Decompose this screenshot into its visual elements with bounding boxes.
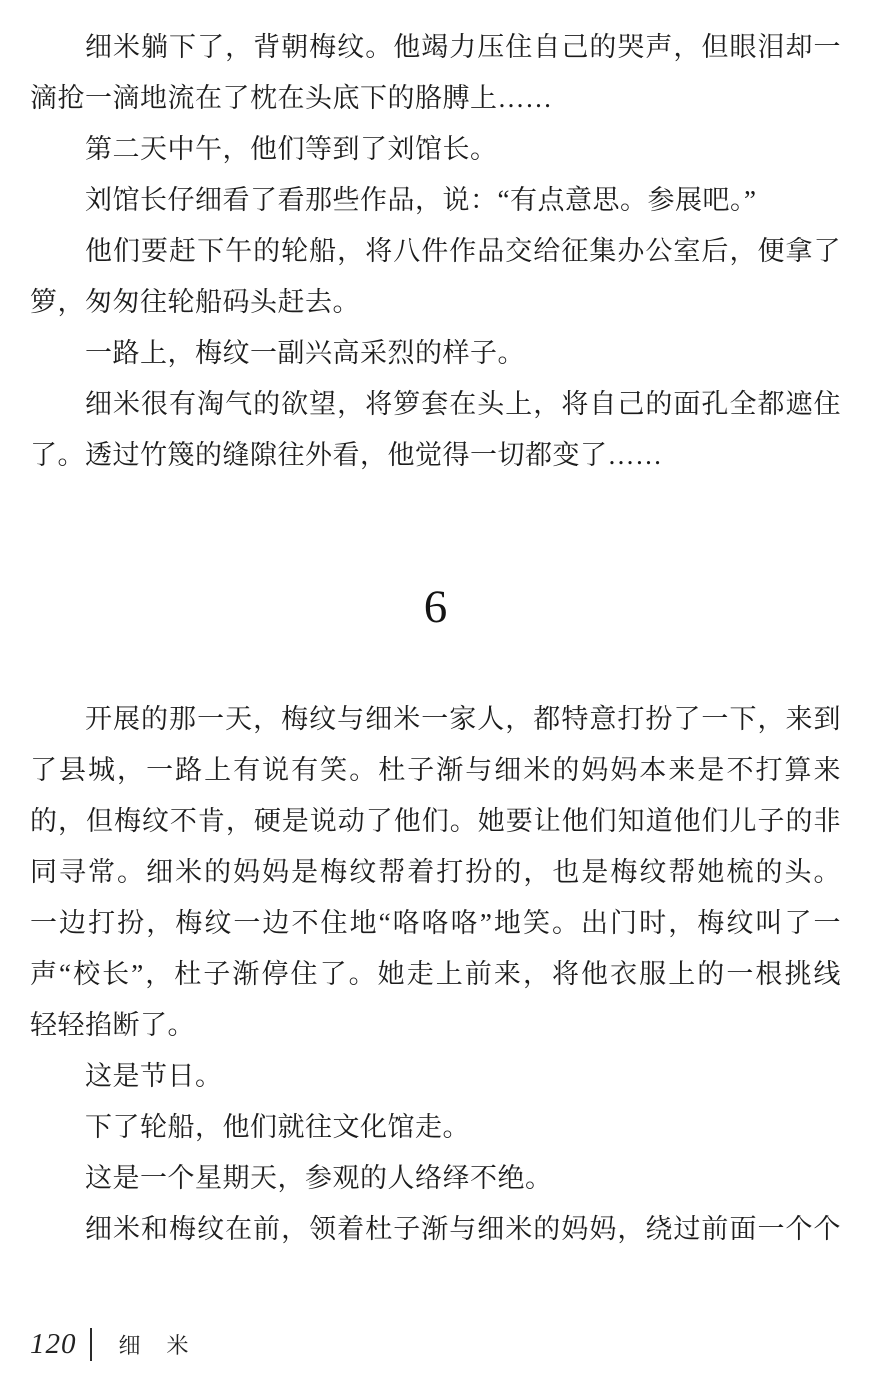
text-line: 了。透过竹篾的缝隙往外看，他觉得一切都变了…… [30, 440, 663, 470]
paragraph [30, 124, 841, 175]
paragraph [30, 1051, 841, 1102]
page-number: 120 [30, 1327, 77, 1360]
text-line: 开展的那一天，梅纹与细米一家人，都特意打扮了一下，来到 [85, 704, 841, 734]
paragraph [30, 22, 841, 124]
text-line: 第二天中午，他们等到了刘馆长。 [85, 134, 498, 164]
text-line: 同寻常。细米的妈妈是梅纹帮着打扮的，也是梅纹帮她梳的头。 [30, 857, 841, 887]
paragraph [30, 328, 841, 379]
paragraph [30, 226, 841, 328]
text-line: 这是一个星期天，参观的人络绎不绝。 [85, 1163, 553, 1193]
paragraph [30, 175, 841, 226]
text-line: 箩，匆匆往轮船码头赶去。 [30, 287, 360, 317]
text-line: 的，但梅纹不肯，硬是说动了他们。她要让他们知道他们儿子的非 [30, 806, 841, 836]
text-line: 轻轻掐断了。 [30, 1010, 195, 1040]
text-line: 刘馆长仔细看了看那些作品，说：“有点意思。参展吧。” [85, 185, 757, 215]
text-line: 滴抢一滴地流在了枕在头底下的胳膊上…… [30, 83, 553, 113]
text-line: 了县城，一路上有说有笑。杜子渐与细米的妈妈本来是不打算来 [30, 755, 841, 785]
paragraph [30, 1153, 841, 1204]
footer-separator-bar [90, 1328, 92, 1361]
text-line: 细米和梅纹在前，领着杜子渐与细米的妈妈，绕过前面一个个 [85, 1214, 841, 1244]
text-line: 一路上，梅纹一副兴高采烈的样子。 [85, 338, 525, 368]
paragraph [30, 379, 841, 481]
section-number: 6 [423, 581, 448, 633]
text-line: 他们要赶下午的轮船，将八件作品交给征集办公室后，便拿了 [85, 236, 841, 266]
text-line: 下了轮船，他们就往文化馆走。 [85, 1112, 470, 1142]
text-line: 细米很有淘气的欲望，将箩套在头上，将自己的面孔全都遮住 [85, 389, 841, 419]
page-footer [30, 1322, 191, 1366]
text-line: 这是节日。 [85, 1061, 223, 1091]
text-line: 一边打扮，梅纹一边不住地“咯咯咯”地笑。出门时，梅纹叫了一 [30, 908, 841, 938]
text-line: 声“校长”，杜子渐停住了。她走上前来，将他衣服上的一根挑线 [30, 959, 841, 989]
text-line: 细米躺下了，背朝梅纹。他竭力压住自己的哭声，但眼泪却一 [85, 32, 841, 62]
paragraph [30, 1204, 841, 1255]
paragraph [30, 694, 841, 1051]
paragraph [30, 1102, 841, 1153]
book-title: 细 米 [118, 1332, 191, 1358]
